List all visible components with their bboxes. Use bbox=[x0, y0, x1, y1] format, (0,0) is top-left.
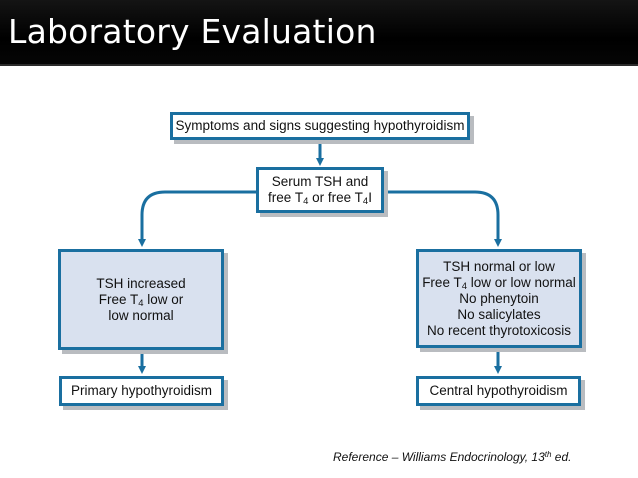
central-hypothyroidism-box bbox=[416, 376, 581, 406]
primary-hypothyroidism-label: Primary hypothyroidism bbox=[70, 383, 213, 398]
right-criteria-line-5: No recent thyrotoxicosis bbox=[426, 322, 572, 338]
symptoms-box bbox=[170, 112, 470, 140]
left-criteria-box bbox=[58, 249, 224, 350]
slide-title: Laboratory Evaluation bbox=[8, 12, 377, 51]
right-criteria-box bbox=[416, 249, 582, 348]
symptoms-label: Symptoms and signs suggesting hypothyroidism bbox=[175, 118, 465, 133]
central-hypothyroidism-label: Central hypothyroidism bbox=[429, 383, 568, 398]
arrow-serum-to-right bbox=[383, 192, 498, 243]
right-criteria-line-4: No salicylates bbox=[457, 306, 541, 322]
serum-tests-line-1: Serum TSH and bbox=[271, 174, 369, 189]
serum-tests-box bbox=[256, 167, 384, 213]
serum-tests-line-2: free $T_4$ or free $T_4I$ bbox=[268, 190, 372, 207]
arrow-serum-to-left bbox=[142, 192, 257, 243]
left-criteria-line-1: TSH increased bbox=[96, 275, 186, 291]
left-criteria-line-2: Free $T_4$ low or bbox=[98, 291, 184, 309]
left-criteria-line-3: low normal bbox=[108, 307, 174, 323]
right-criteria-line-3: No phenytoin bbox=[459, 290, 539, 306]
right-criteria-line-2: Free $T_4$ low or low normal bbox=[422, 274, 576, 292]
reference-citation: Reference – Williams Endocrinology, 13th ed. bbox=[333, 450, 572, 464]
primary-hypothyroidism-box bbox=[59, 376, 224, 406]
right-criteria-line-1: TSH normal or low bbox=[443, 258, 555, 274]
